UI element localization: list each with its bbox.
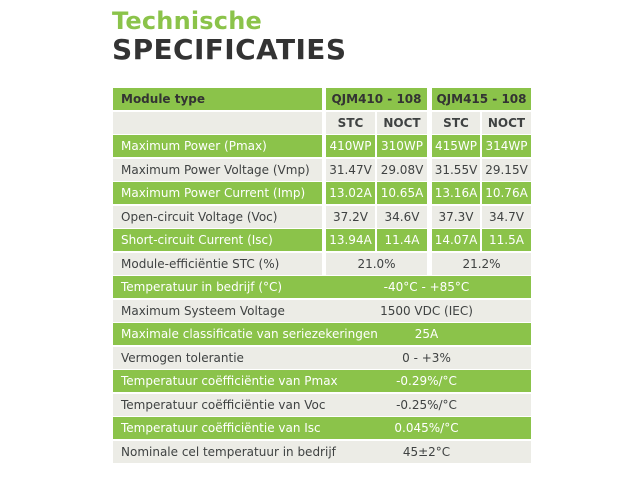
row-label: Nominale cel temperatuur in bedrijf bbox=[121, 444, 336, 459]
row-label: Short-circuit Current (Isc) bbox=[113, 229, 322, 251]
row-label: Module-efficiëntie STC (%) bbox=[113, 253, 322, 275]
row-value: 415WP bbox=[432, 135, 480, 157]
row-value: 37.3V bbox=[432, 206, 480, 228]
table-row bbox=[113, 229, 531, 251]
row-value: -0.29%/°C bbox=[396, 374, 457, 388]
table-header-row bbox=[113, 88, 531, 110]
row-value: 31.55V bbox=[432, 159, 480, 181]
table-row bbox=[113, 159, 531, 181]
page-title-subheading: Technische bbox=[112, 7, 262, 35]
row-label: Vermogen tolerantie bbox=[121, 350, 244, 365]
row-label: Maximum Power (Pmax) bbox=[113, 135, 322, 157]
row-label: Maximum Power Current (Imp) bbox=[113, 182, 322, 204]
row-value: 10.76A bbox=[482, 182, 531, 204]
spec-table bbox=[113, 88, 531, 463]
table-row bbox=[113, 182, 531, 204]
row-value: 13.94A bbox=[326, 229, 375, 251]
row-label: Temperatuur coëfficiëntie van Isc bbox=[121, 421, 321, 435]
table-subheader-row bbox=[113, 112, 531, 134]
row-value: -40°C - +85°C bbox=[383, 280, 470, 294]
row-value: 13.16A bbox=[432, 182, 480, 204]
row-value: 314WP bbox=[482, 135, 531, 157]
module-group-header-qjm410: QJM410 - 108 bbox=[326, 88, 427, 110]
module-type-header: Module type bbox=[113, 88, 322, 110]
table-row bbox=[113, 370, 531, 392]
table-row bbox=[113, 441, 531, 463]
row-value: 34.7V bbox=[482, 206, 531, 228]
row-value: 1500 VDC (IEC) bbox=[380, 303, 473, 318]
row-value: 10.65A bbox=[377, 182, 427, 204]
row-label: Maximum Power Voltage (Vmp) bbox=[113, 159, 322, 181]
row-value: 310WP bbox=[377, 135, 427, 157]
row-value: -0.25%/°C bbox=[396, 397, 457, 412]
row-label: Maximale classificatie van seriezekeringen bbox=[121, 327, 378, 341]
page-title bbox=[112, 7, 346, 66]
row-value: 25A bbox=[414, 327, 439, 341]
row-value: 31.47V bbox=[326, 159, 375, 181]
row-value: 0 - +3% bbox=[402, 350, 451, 365]
page-title-heading: SPECIFICATIES bbox=[112, 33, 347, 67]
row-label: Open-circuit Voltage (Voc) bbox=[113, 206, 322, 228]
subheader-noct-1: NOCT bbox=[377, 112, 427, 134]
row-label: Temperatuur in bedrijf (°C) bbox=[121, 280, 283, 294]
row-label: Temperatuur coëfficiëntie van Pmax bbox=[121, 374, 338, 388]
subheader-empty-cell bbox=[113, 112, 322, 134]
row-value: 34.6V bbox=[377, 206, 427, 228]
row-value: 21.0% bbox=[326, 253, 427, 275]
table-row bbox=[113, 253, 531, 275]
row-value: 0.045%/°C bbox=[394, 421, 459, 435]
row-value: 13.02A bbox=[326, 182, 375, 204]
row-value: 410WP bbox=[326, 135, 375, 157]
table-row bbox=[113, 323, 531, 345]
row-value: 29.08V bbox=[377, 159, 427, 181]
row-value: 29.15V bbox=[482, 159, 531, 181]
row-value: 37.2V bbox=[326, 206, 375, 228]
row-value: 11.5A bbox=[482, 229, 531, 251]
row-label: Maximum Systeem Voltage bbox=[121, 303, 285, 318]
table-row bbox=[113, 135, 531, 157]
subheader-stc-2: STC bbox=[432, 112, 480, 134]
table-row bbox=[113, 347, 531, 369]
subheader-noct-2: NOCT bbox=[482, 112, 531, 134]
row-value: 11.4A bbox=[377, 229, 427, 251]
row-value: 45±2°C bbox=[402, 444, 451, 459]
table-row bbox=[113, 206, 531, 228]
table-row bbox=[113, 300, 531, 322]
module-group-header-qjm415: QJM415 - 108 bbox=[432, 88, 531, 110]
table-row bbox=[113, 394, 531, 416]
row-value: 21.2% bbox=[432, 253, 531, 275]
row-value: 14.07A bbox=[432, 229, 480, 251]
table-row bbox=[113, 276, 531, 298]
row-label: Temperatuur coëfficiëntie van Voc bbox=[121, 397, 326, 412]
table-row bbox=[113, 417, 531, 439]
subheader-stc-1: STC bbox=[326, 112, 375, 134]
